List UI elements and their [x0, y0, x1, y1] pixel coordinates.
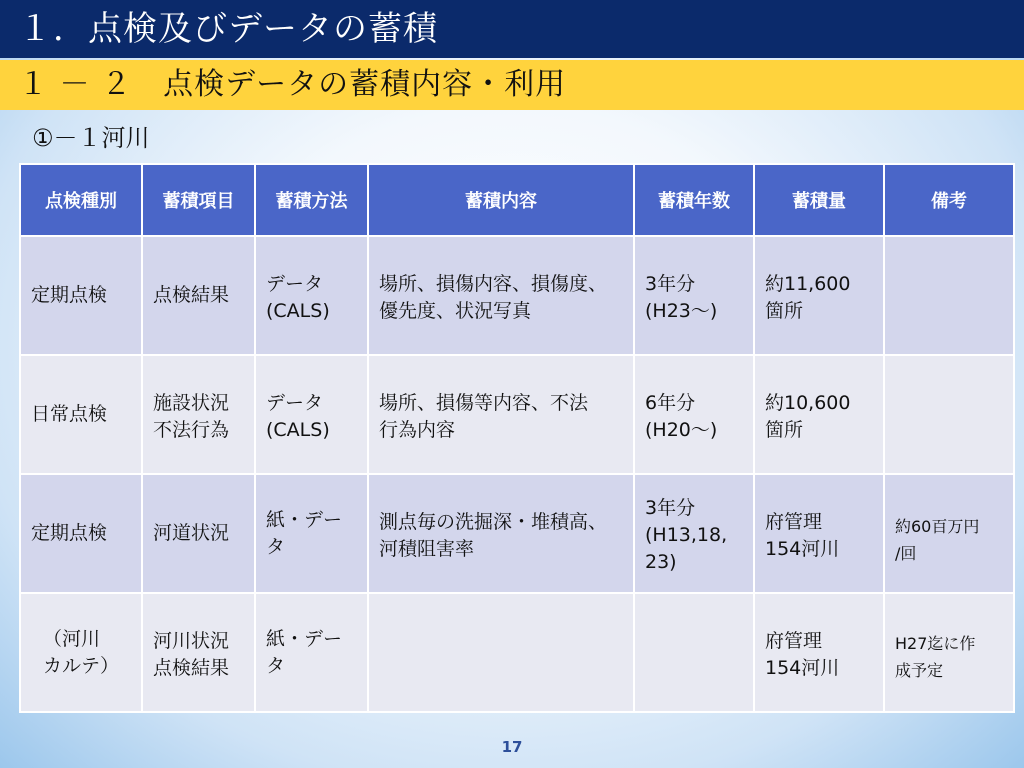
slide-title: １．点検及びデータの蓄積: [18, 9, 438, 49]
cell-remarks: 約60百万円 /回: [884, 474, 1014, 593]
header-inspection-type: 点検種別: [20, 164, 142, 236]
cell-inspection-type: 日常点検: [20, 355, 142, 474]
cell-storage-amount: 府管理 154河川: [754, 593, 884, 712]
table-header-row: [20, 164, 1014, 236]
subtitle-bar: [0, 60, 1024, 110]
cell-storage-amount: 約11,600 箇所: [754, 236, 884, 355]
cell-stored-content: [368, 593, 634, 712]
cell-inspection-type: 定期点検: [20, 236, 142, 355]
section-heading: ①－１河川: [32, 124, 150, 152]
cell-stored-content: 場所、損傷等内容、不法 行為内容: [368, 355, 634, 474]
header-remarks: 備考: [884, 164, 1014, 236]
table-row: [20, 355, 1014, 474]
inspection-data-table: [19, 163, 1015, 713]
cell-remarks: [884, 236, 1014, 355]
cell-storage-amount: 府管理 154河川: [754, 474, 884, 593]
page-number: 17: [501, 738, 523, 756]
cell-storage-method: 紙・データ: [255, 593, 368, 712]
cell-stored-content: 測点毎の洗掘深・堆積高、 河積阻害率: [368, 474, 634, 593]
cell-storage-years: 6年分 (H20～): [634, 355, 754, 474]
table-row: [20, 593, 1014, 712]
header-storage-method: 蓄積方法: [255, 164, 368, 236]
cell-storage-method: 紙・データ: [255, 474, 368, 593]
header-stored-item: 蓄積項目: [142, 164, 255, 236]
cell-inspection-type: 定期点検: [20, 474, 142, 593]
cell-storage-years: 3年分 (H23～): [634, 236, 754, 355]
table-row: [20, 236, 1014, 355]
cell-remarks: [884, 355, 1014, 474]
cell-storage-method: データ (CALS): [255, 236, 368, 355]
cell-stored-item: 河川状況 点検結果: [142, 593, 255, 712]
cell-storage-method: データ (CALS): [255, 355, 368, 474]
slide-subtitle: １ － ２ 点検データの蓄積内容・利用: [18, 67, 567, 102]
cell-storage-amount: 約10,600 箇所: [754, 355, 884, 474]
header-storage-years: 蓄積年数: [634, 164, 754, 236]
cell-stored-item: 施設状況 不法行為: [142, 355, 255, 474]
cell-stored-content: 場所、損傷内容、損傷度、 優先度、状況写真: [368, 236, 634, 355]
cell-stored-item: 点検結果: [142, 236, 255, 355]
header-storage-amount: 蓄積量: [754, 164, 884, 236]
cell-storage-years: [634, 593, 754, 712]
table-row: [20, 474, 1014, 593]
title-bar: [0, 0, 1024, 58]
cell-inspection-type: （河川 カルテ）: [20, 593, 142, 712]
cell-storage-years: 3年分 (H13,18, 23): [634, 474, 754, 593]
cell-remarks: H27迄に作 成予定: [884, 593, 1014, 712]
header-stored-content: 蓄積内容: [368, 164, 634, 236]
cell-stored-item: 河道状況: [142, 474, 255, 593]
